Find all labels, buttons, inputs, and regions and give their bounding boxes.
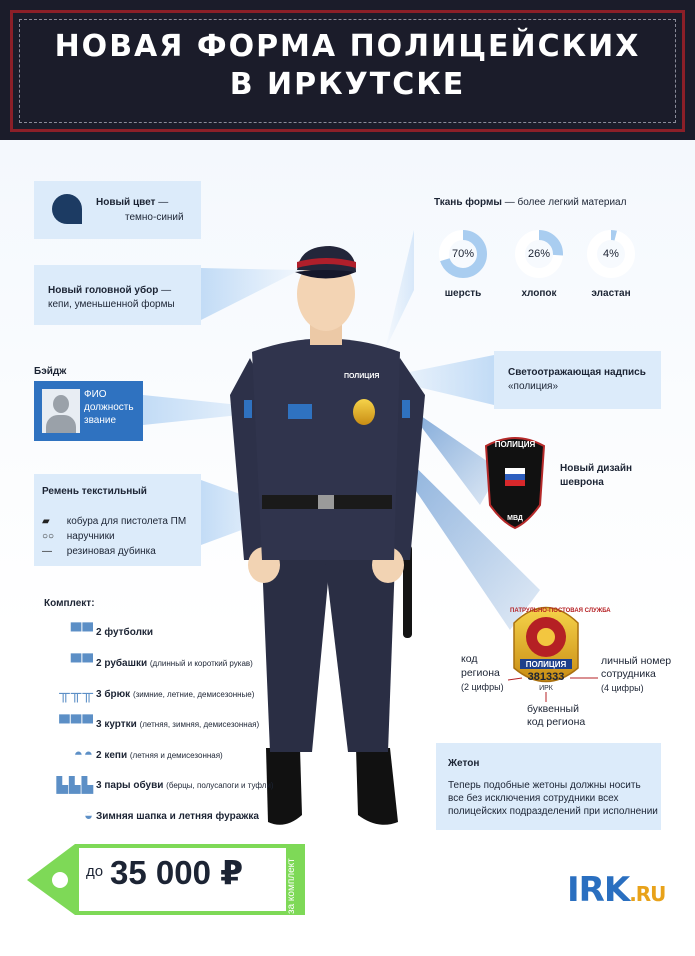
trousers-icon: ╥╥╥	[59, 685, 94, 702]
logo-main: IRK	[567, 870, 630, 910]
officer-figure	[230, 246, 425, 825]
kit-item	[38, 714, 298, 736]
cap-title-row	[48, 285, 171, 296]
kit-item	[38, 775, 298, 797]
token-letter-code-label1: буквенный	[527, 703, 579, 715]
avatar-icon	[42, 389, 80, 433]
fabric-label-cotton: хлопок	[521, 288, 557, 299]
belt-item-label: кобура для пистолета ПМ	[66, 516, 187, 527]
token-region-code-label2: региона	[461, 667, 500, 679]
kit-item	[38, 684, 298, 706]
holster-icon: ▰	[42, 516, 50, 527]
color-title-row	[96, 197, 168, 208]
kit-item-bold: 2 кепи	[96, 750, 128, 761]
fabric-value-elastane: 4%	[603, 248, 619, 260]
token-region-code-label1: код	[461, 653, 478, 665]
jacket-icon: ▀▀▀	[59, 715, 94, 732]
fabric-value-cotton: 26%	[527, 248, 551, 260]
token-band-text: ПОЛИЦИЯ	[525, 660, 567, 669]
chevron-top-text: ПОЛИЦИЯ	[494, 440, 536, 449]
belt-item-label: наручники	[66, 531, 115, 542]
belt-item-label: резиновая дубинка	[66, 546, 156, 557]
price-prefix: до	[86, 863, 104, 880]
fabric-title: Ткань формы	[434, 197, 502, 208]
ray-fabric	[385, 230, 414, 350]
logo-suffix: .RU	[629, 882, 666, 906]
chest-reflect-text: ПОЛИЦИЯ	[344, 373, 380, 380]
kit-item	[38, 806, 298, 828]
fabric-subtitle: — более легкий материал	[504, 197, 627, 208]
kit-item-bold: 3 пары обуви	[96, 780, 164, 791]
irk-logo[interactable]	[567, 870, 665, 910]
color-dash: —	[158, 197, 169, 208]
fabric-label-elastane: эластан	[591, 288, 631, 299]
cap-panel	[34, 265, 201, 325]
belt-item	[42, 546, 156, 557]
kit-item-bold: 2 рубашки	[96, 658, 148, 669]
reflect-value: «полиция»	[508, 381, 559, 392]
badge-card	[34, 381, 143, 441]
tshirt-icon: ▀▀	[70, 623, 94, 640]
baton-icon: —	[42, 546, 52, 557]
chevron-title-line1: Новый дизайн	[560, 463, 633, 474]
cap-title: Новый головной убор	[48, 285, 159, 296]
boots-icon: ▙▙▙	[56, 777, 94, 794]
color-panel	[34, 181, 201, 239]
title-line-2: В ИРКУТСКЕ	[229, 67, 466, 102]
badge-label: Бэйдж	[34, 366, 67, 377]
badge-name: ФИО	[84, 389, 107, 400]
ray-cap	[201, 268, 300, 320]
token-panel-title: Жетон	[448, 758, 480, 769]
token-personal-note: (4 цифры)	[601, 683, 644, 693]
reflect-panel	[494, 351, 661, 409]
chevron-bottom-text: МВД	[507, 515, 523, 522]
kit-item-note: (зимние, летние, демисезонные)	[132, 690, 255, 699]
chevron-title-line2: шеврона	[560, 477, 604, 488]
kit-item	[38, 653, 298, 675]
color-title: Новый цвет	[96, 197, 156, 208]
title-line-1: НОВАЯ ФОРМА ПОЛИЦЕЙСКИХ	[54, 29, 641, 64]
belt-item	[42, 531, 115, 542]
kit-item	[38, 622, 298, 644]
token-panel-line: все без исключения сотрудники всех	[448, 793, 619, 804]
color-swatch-icon	[52, 194, 82, 224]
token-medal	[508, 608, 598, 703]
price-value: 35 000 ₽	[110, 854, 244, 891]
badge-rank: звание	[84, 415, 117, 426]
token-number: 381333	[527, 671, 565, 683]
token-letter-code-label2: код региона	[527, 716, 586, 728]
kit-item-bold: Зимняя шапка и летняя фуражка	[96, 811, 259, 822]
chevron-patch	[486, 438, 544, 528]
fabric-title-row	[434, 197, 626, 208]
cap-value: кепи, уменьшенной формы	[48, 299, 175, 310]
price-side-label: за комплект	[286, 858, 297, 914]
belt-item	[42, 516, 186, 527]
belt-panel	[34, 474, 201, 566]
cap-icon: ◓◓	[73, 746, 94, 763]
kit-item-note: (берцы, полусапоги и туфли)	[166, 781, 274, 790]
belt-title: Ремень текстильный	[42, 486, 147, 497]
kit-title: Комплект:	[44, 598, 95, 609]
token-region-code-note: (2 цифры)	[461, 682, 504, 692]
token-panel-line: Теперь подобные жетоны должны носить	[448, 780, 641, 791]
kit-item	[38, 745, 298, 767]
fabric-label-wool: шерсть	[444, 288, 482, 299]
color-value: темно-синий	[125, 212, 184, 223]
token-personal-label2: сотрудника	[601, 668, 656, 680]
winter-hat-icon: ◒	[83, 807, 94, 824]
reflect-title: Светоотражающая надпись	[508, 367, 646, 378]
shirt-icon: ▀▀	[70, 654, 94, 671]
badge-position: должность	[84, 402, 134, 413]
kit-item-bold: 2 футболки	[96, 627, 154, 638]
kit-item-bold: 3 куртки	[96, 719, 137, 730]
handcuffs-icon: ○○	[42, 531, 55, 542]
kit-item-note: (длинный и короткий рукав)	[149, 659, 253, 668]
token-ring-text: ПАТРУЛЬНО-ПОСТОВАЯ СЛУЖБА	[510, 608, 611, 614]
cap-dash: —	[161, 285, 172, 296]
kit-item-note: (летняя и демисезонная)	[129, 751, 223, 760]
fabric-value-wool: 70%	[451, 248, 475, 260]
token-panel	[436, 743, 661, 830]
kit-item-bold: 3 брюк	[96, 689, 131, 700]
kit-item-note: (летняя, зимняя, демисезонная)	[139, 720, 260, 729]
token-panel-line: полицейских подразделений при исполнении	[448, 806, 658, 817]
token-letters: ИРК	[539, 685, 553, 692]
token-personal-label1: личный номер	[601, 655, 672, 667]
